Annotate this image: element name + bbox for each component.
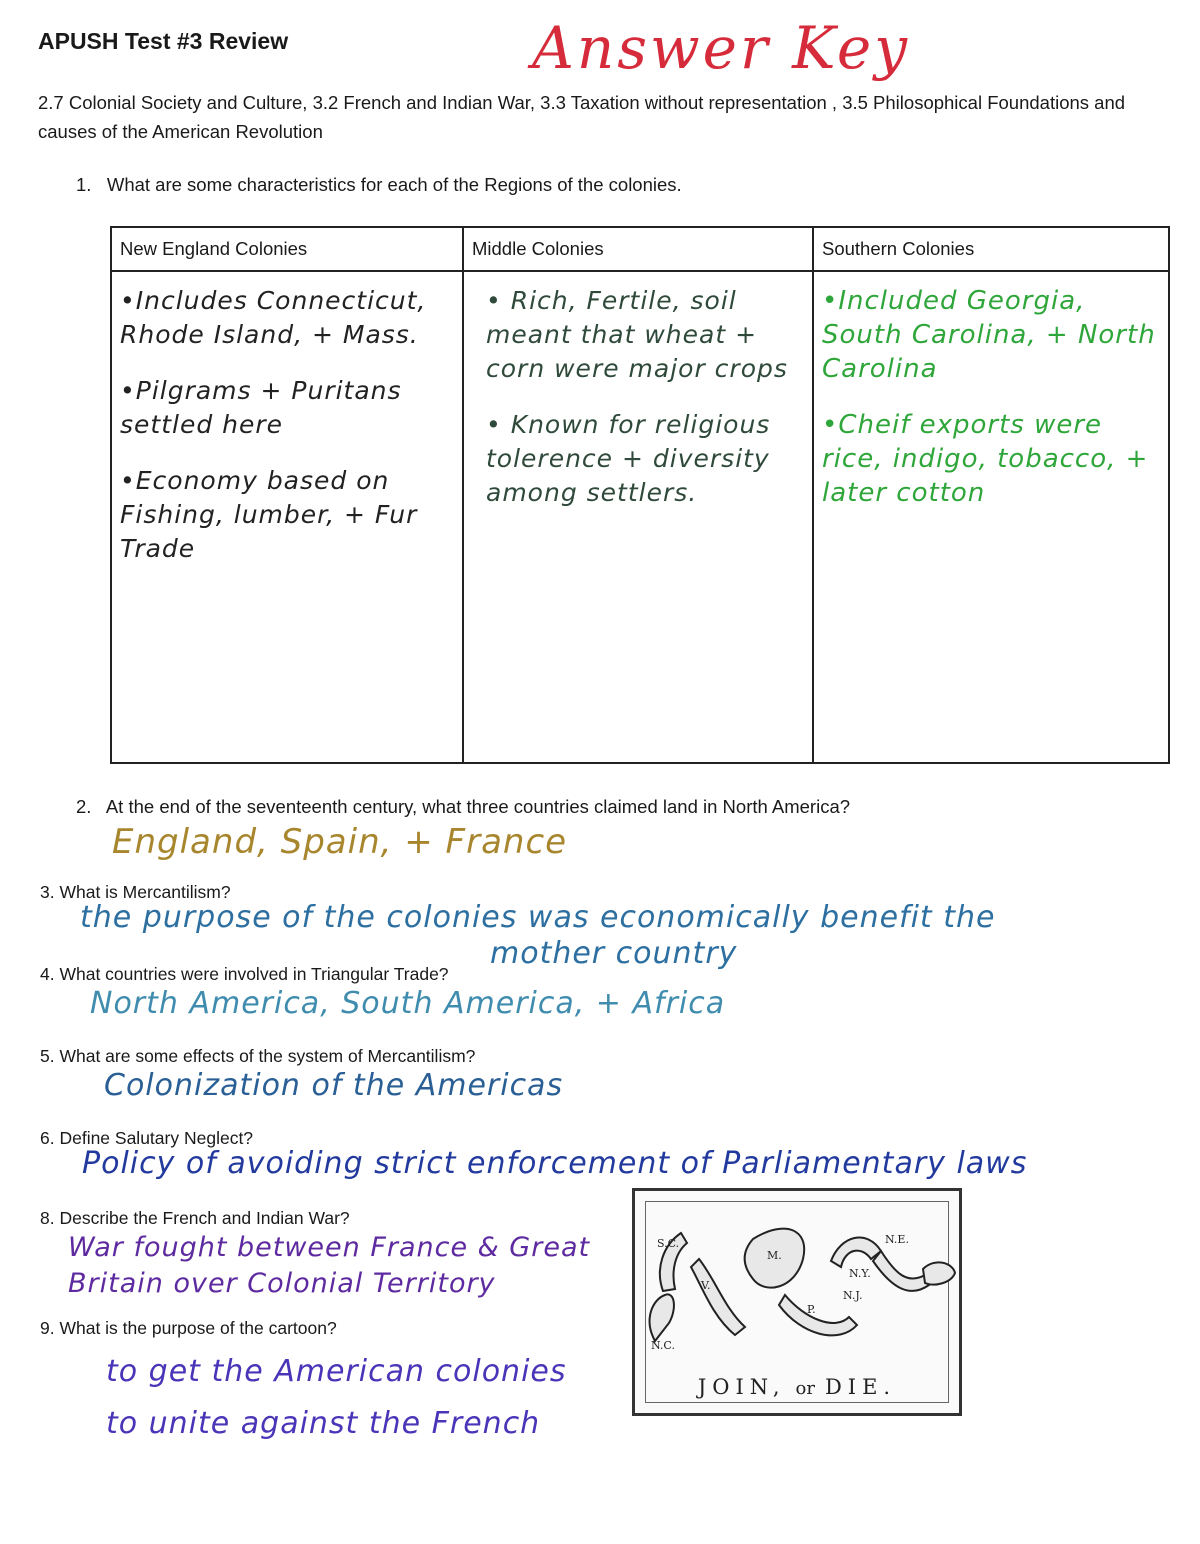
snake-segment (650, 1294, 674, 1341)
snake-head (923, 1262, 955, 1284)
header-southern: Southern Colonies (813, 227, 1169, 271)
caption-or: or (795, 1378, 815, 1399)
south-bullet: •Cheif exports were rice, indigo, tobacco, + later cotton (822, 410, 1149, 508)
segmented-snake-illustration (635, 1199, 959, 1359)
question-2-text: At the end of the seventeenth century, what three countries claimed land in North America? (105, 796, 851, 817)
ne-bullet: •Economy based on Fishing, lumber, + Fur Trade (120, 466, 418, 563)
answer-3-line-1: the purpose of the colonies was economically benefit the (80, 900, 996, 935)
mid-bullet: • Known for religious tolerence + diversity among settlers. (486, 410, 771, 507)
question-4: 4. What countries were involved in Triangular Trade? (40, 964, 449, 984)
question-9: 9. What is the purpose of the cartoon? (40, 1318, 337, 1338)
segment-label-v: V. (701, 1279, 711, 1292)
caption-die: DIE. (824, 1375, 897, 1399)
answer-5: Colonization of the Americas (104, 1068, 564, 1103)
question-5: 5. What are some effects of the system of Mercantilism? (40, 1046, 476, 1066)
south-bullet: •Included Georgia, South Carolina, + North Carolina (822, 286, 1156, 384)
answer-key-heading: Answer Key (532, 14, 910, 82)
mid-bullet: • Rich, Fertile, soil meant that wheat + corn were major crops (486, 286, 788, 383)
answer-4: North America, South America, + Africa (90, 986, 726, 1021)
answer-3 (80, 900, 1120, 972)
segment-label-nj: N.J. (843, 1289, 863, 1302)
segment-label-ne: N.E. (885, 1233, 909, 1246)
ne-bullet: •Includes Connecticut, Rhode Island, + Mass. (120, 286, 427, 349)
answer-6: Policy of avoiding strict enforcement of Parliamentary laws (82, 1146, 1028, 1181)
segment-label-p: P. (807, 1303, 816, 1316)
ne-bullet: •Pilgrams + Puritans settled here (120, 376, 402, 439)
question-3: 3. What is Mercantilism? (40, 882, 231, 902)
question-2-number: 2. (76, 796, 92, 817)
header-middle: Middle Colonies (463, 227, 813, 271)
segment-label-ny: N.Y. (849, 1267, 871, 1280)
answer-8: War fought between France & Great Britain over Colonial Territory (68, 1232, 591, 1299)
answer-2: England, Spain, + France (112, 822, 568, 862)
answer-3-line-2: mother country (490, 936, 738, 971)
snake-segment (873, 1251, 929, 1291)
regions-table (110, 226, 1170, 764)
question-2 (76, 796, 850, 818)
segment-label-nc: N.C. (651, 1339, 675, 1352)
cartoon-caption (635, 1375, 959, 1399)
cell-new-england (111, 271, 463, 763)
question-1 (76, 174, 682, 196)
segment-label-m: M. (767, 1249, 782, 1262)
page-title: APUSH Test #3 Review (38, 28, 289, 54)
snake-segment (691, 1259, 745, 1335)
caption-join: JOIN, (697, 1375, 786, 1399)
question-8: 8. Describe the French and Indian War? (40, 1208, 350, 1228)
question-1-number: 1. (76, 174, 92, 195)
header-new-england: New England Colonies (111, 227, 463, 271)
topics-line: 2.7 Colonial Society and Culture, 3.2 French and Indian War, 3.3 Taxation without representation , 3.5 Philosophical Foundations and causes of the American Revolution (38, 92, 1126, 142)
segment-label-sc: S.C. (657, 1237, 680, 1250)
question-6: 6. Define Salutary Neglect? (40, 1128, 254, 1148)
answer-9: to get the American colonies to unite against the French (106, 1354, 567, 1441)
join-or-die-cartoon (632, 1188, 962, 1416)
question-1-text: What are some characteristics for each of the Regions of the colonies. (106, 174, 682, 195)
cell-southern (813, 271, 1169, 763)
cell-middle (463, 271, 813, 763)
